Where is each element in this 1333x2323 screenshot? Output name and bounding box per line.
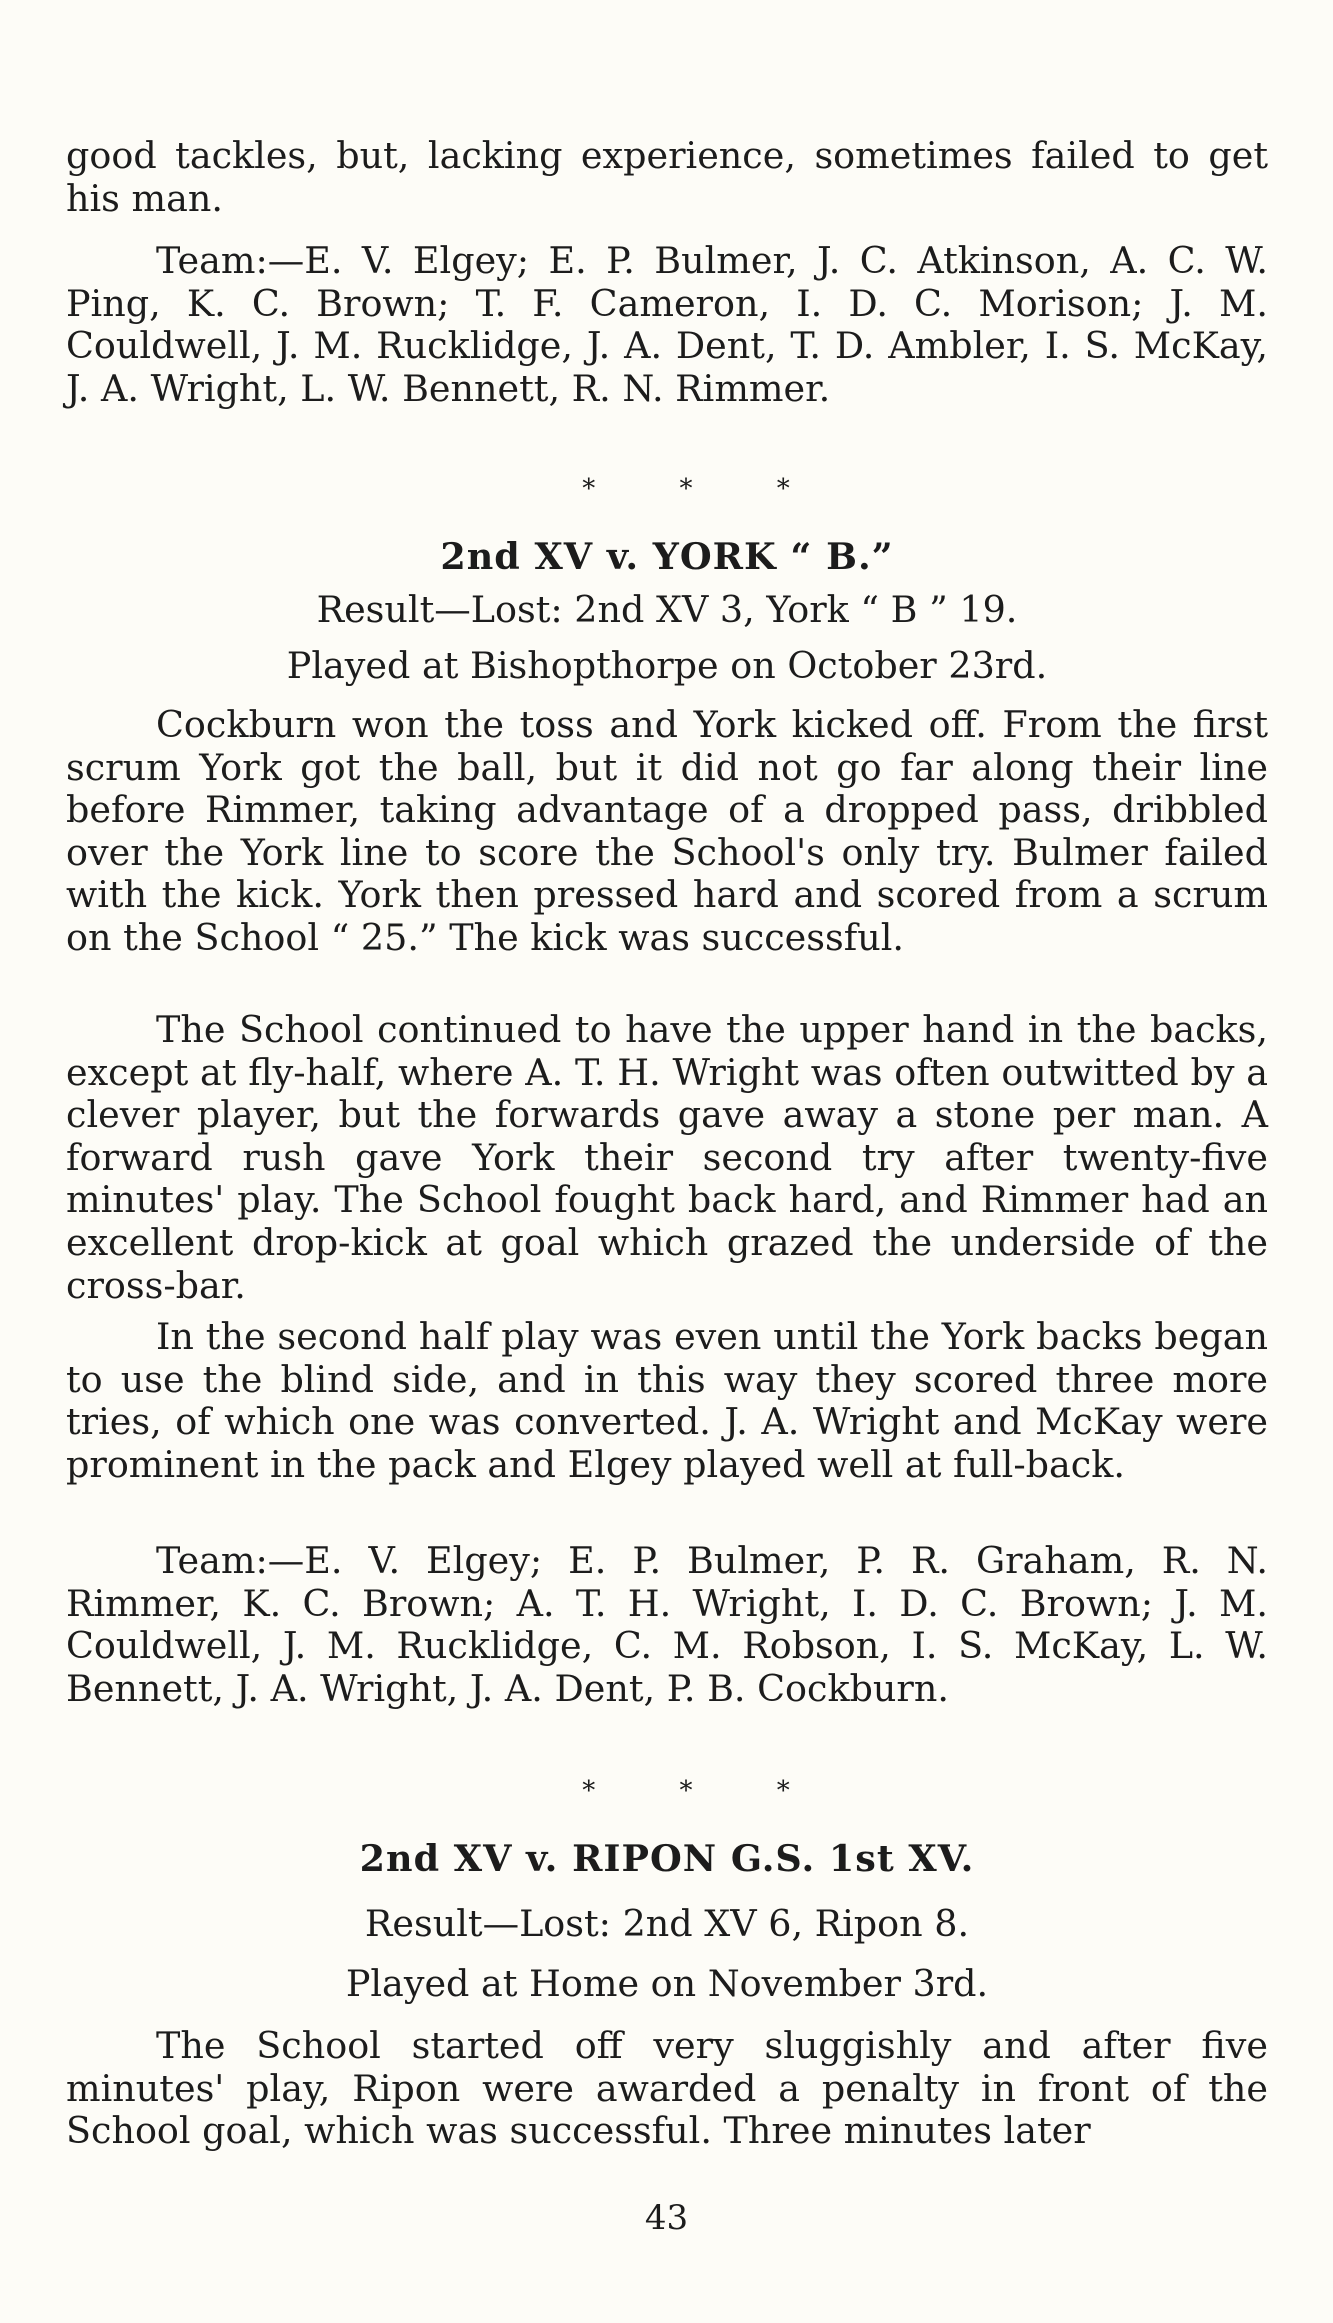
section-separator-2: * * * <box>582 1776 828 1806</box>
heading-ripon-match: 2nd XV v. RIPON G.S. 1st XV. <box>359 1837 975 1880</box>
paragraph-tackles: good tackles, but, lacking experience, sometimes failed to get his man. <box>66 134 1268 220</box>
paragraph-york-second-half: In the second half play was even until the York backs began to use the blind side, and in this way they scored three more tries, of which one was converted. J. A. Wright and McKay were prominent in the pack and Elgey played well at full-back. <box>66 1315 1268 1486</box>
ripon-result: Result—Lost: 2nd XV 6, Ripon 8. <box>364 1902 970 1945</box>
paragraph-first-team-list: Team:—E. V. Elgey; E. P. Bulmer, J. C. Atkinson, A. C. W. Ping, K. C. Brown; T. F. Cameron, I. D. C. Morison; J. M. Couldwell, J. M. Rucklidge, J. A. Dent, T. D. Ambler, I. S. McKay, J. A. Wright, L. W. Bennett, R. N. Rimmer. <box>66 239 1268 410</box>
ripon-venue-date: Played at Home on November 3rd. <box>345 1962 989 2005</box>
paragraph-york-backs: The School continued to have the upper hand in the backs, except at fly-half, where A. T. H. Wright was often outwitted by a clever player, but the forwards gave away a stone per man. A forward rush gave York their second try after twenty-five minutes' play. The School fought back hard, and Rimmer had an excellent drop-kick at goal which grazed the underside of the cross-bar. <box>66 1008 1268 1307</box>
york-result: Result—Lost: 2nd XV 3, York “ B ” 19. <box>316 588 1018 631</box>
paragraph-ripon-start: The School started off very sluggishly and after five minutes' play, Ripon were awarded a penalty in front of the School goal, which was successful. Three minutes later <box>66 2024 1268 2153</box>
york-venue-date: Played at Bishopthorpe on October 23rd. <box>286 644 1048 687</box>
paragraph-york-first-half: Cockburn won the toss and York kicked off. From the first scrum York got the ball, but it did not go far along their line before Rimmer, taking advantage of a dropped pass, dribbled over the York line to score the School's only try. Bulmer failed with the kick. York then pressed hard and scored from a scrum on the School “ 25.” The kick was successful. <box>66 703 1268 959</box>
page-number: 43 <box>644 2198 689 2238</box>
paragraph-second-team-list: Team:—E. V. Elgey; E. P. Bulmer, P. R. Graham, R. N. Rimmer, K. C. Brown; A. T. H. Wright, I. D. C. Brown; J. M. Couldwell, J. M. Rucklidge, C. M. Robson, I. S. McKay, L. W. Bennett, J. A. Wright, J. A. Dent, P. B. Cockburn. <box>66 1539 1268 1710</box>
heading-york-match: 2nd XV v. YORK “ B.” <box>440 535 894 578</box>
section-separator-1: * * * <box>582 474 828 504</box>
